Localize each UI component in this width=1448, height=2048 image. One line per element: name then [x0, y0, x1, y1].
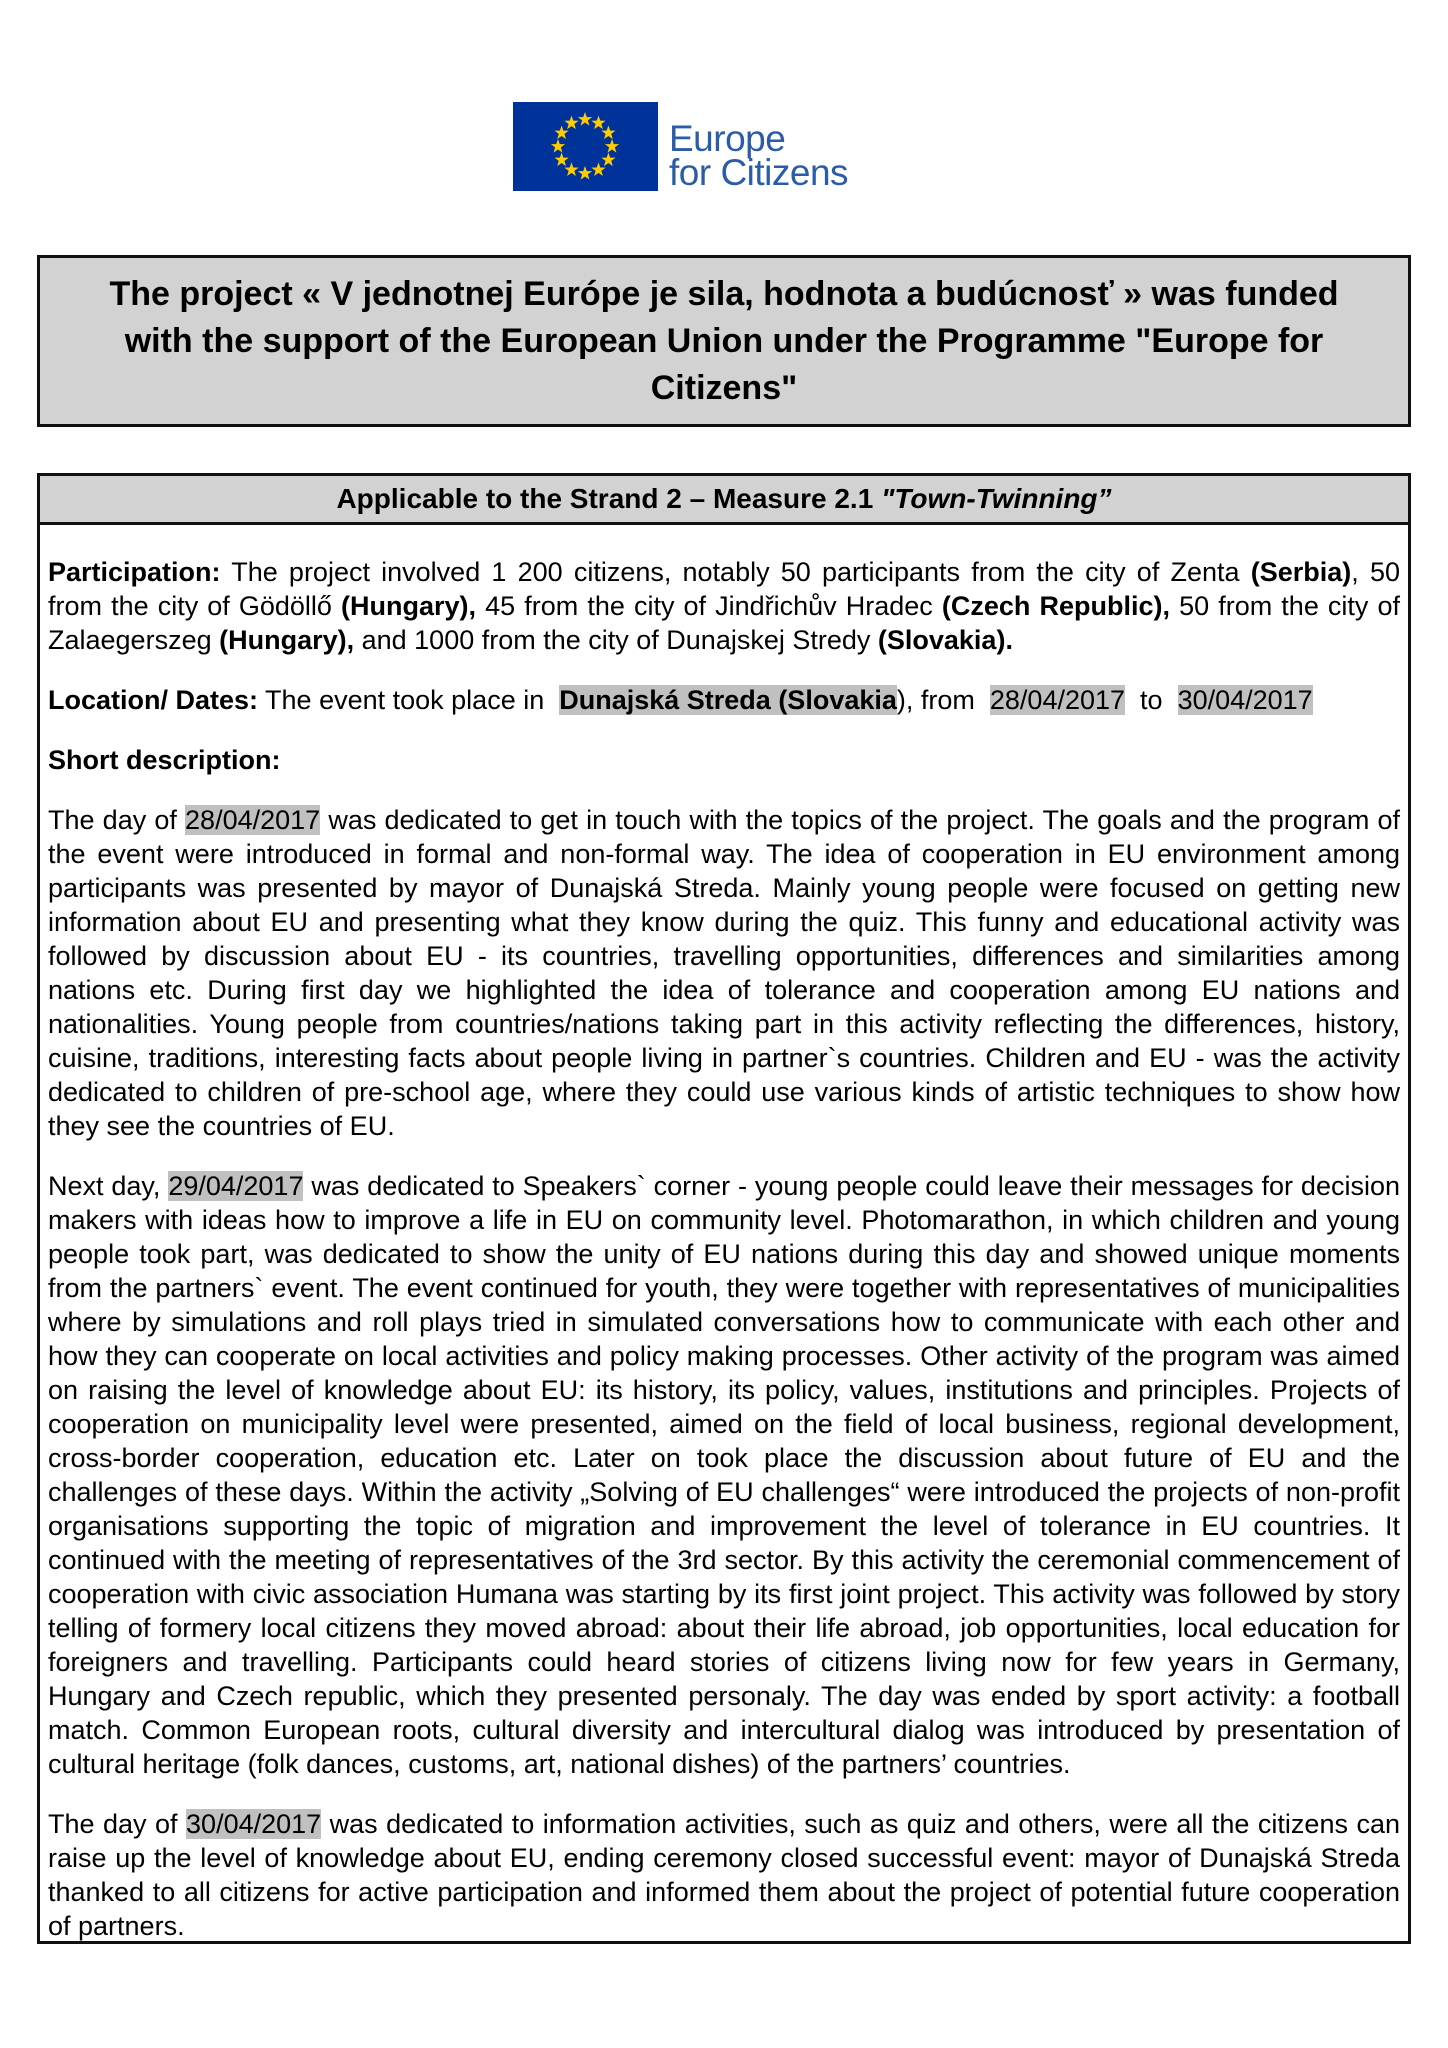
participation-paragraph: Participation: The project involved 1 200 citizens, notably 50 participants from the city of Zenta (Serbia), 50 from the city of Gödöllő (Hungary), 45 from the city of Jindřichův Hradec (Czech Republic), 50 from the city of Zalaegerszeg (Hungary), and 1000 from the city of Dunajskej Stredy (Slovakia).	[48, 557, 1401, 655]
short-description-label: Short description:	[48, 745, 281, 775]
description-body	[40, 555, 1408, 1944]
strand-header-text: Applicable to the Strand 2 – Measure 2.1	[336, 483, 882, 514]
strand-header	[40, 476, 1408, 525]
logo-line-2: for Citizens	[669, 152, 849, 193]
description-paragraph-3: The day of 30/04/2017 was dedicated to information activities, such as quiz and others, were all the citizens can raise up the level of knowledge about EU, ending ceremony closed successful event: mayor of Dunajská Streda thanked to all citizens for active participation and informed them about the project of potential future cooperation of partners.	[48, 1809, 1400, 1941]
location-dates-line: Location/ Dates: The event took place in Dunajská Streda (Slovakia), from 28/04/2017 to 30/04/2017	[48, 685, 1313, 715]
description-paragraph-2: Next day, 29/04/2017 was dedicated to Speakers` corner - young people could leave their messages for decision makers with ideas how to improve a life in EU on community level. Photomarathon, in which children and young people took part, was dedicated to show the unity of EU nations during this day and showed unique moments from the partners` event. The event continued for youth, they were together with representatives of municipalities where by simulations and roll plays tried in simulated conversations how to communicate with each other and how they can cooperate on local activities and policy making processes. Other activity of the program was aimed on raising the level of knowledge about EU: its history, its policy, values, institutions and principles. Projects of cooperation on municipality level were presented, aimed on the field of local business, regional development, cross-border cooperation, education etc. Later on took place the discussion about future of EU and the challenges of these days. Within the activity „Solving of EU challenges“ were introduced the projects of non-profit organisations supporting the topic of migration and improvement the level of tolerance in EU countries. It continued with the meeting of representatives of the 3rd sector. By this activity the ceremonial commencement of cooperation with civic association Humana was starting by its first joint project. This activity was followed by story telling of formery local citizens they moved abroad: about their life abroad, job opportunities, local education for foreigners and travelling. Participants could heard stories of citizens living now for few years in Germany, Hungary and Czech republic, which they presented personaly. The day was ended by sport activity: a football match. Common European roots, cultural diversity and intercultural dialog was introduced by presentation of cultural heritage (folk dances, customs, art, national dishes) of the partners’ countries.	[48, 1171, 1400, 1779]
europe-for-citizens-logo	[513, 102, 848, 191]
eu-flag-icon	[513, 102, 658, 191]
project-title-text: The project « V jednotnej Európe je sila, hodnota a budúcnosť » was funded with the support of the European Union under the Programme "Europe for Citizens"	[109, 275, 1339, 407]
project-title-box	[37, 255, 1411, 427]
project-details-box	[37, 473, 1411, 1944]
strand-header-italic: "Town-Twinning”	[881, 483, 1112, 514]
logo-line-1: Europe	[669, 118, 786, 159]
logo-wordmark	[669, 118, 849, 193]
description-paragraph-1: The day of 28/04/2017 was dedicated to get in touch with the topics of the project. The goals and the program of the event were introduced in formal and non-formal way. The idea of cooperation in EU environment among participants was presented by mayor of Dunajská Streda. Mainly young people were focused on getting new information about EU and presenting what they know during the quiz. This funny and educational activity was followed by discussion about EU - its countries, travelling opportunities, differences and similarities among nations etc. During first day we highlighted the idea of tolerance and cooperation among EU nations and nationalities. Young people from countries/nations taking part in this activity reflecting the differences, history, cuisine, traditions, interesting facts about people living in partner`s countries. Children and EU - was the activity dedicated to children of pre-school age, where they could use various kinds of artistic techniques to show how they see the countries of EU.	[48, 805, 1400, 1141]
